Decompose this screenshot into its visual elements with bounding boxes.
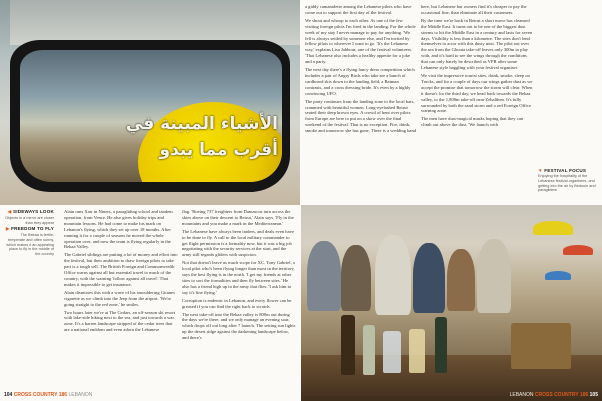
pilot-figure [413,243,445,313]
right-page-column-2 [421,4,533,198]
caption-text: Objects in a mirror are closer than they appear [5,216,54,225]
page-number: 104 [4,392,13,398]
caption-title: FESTIVAL FOCUS [544,168,587,173]
mirror-warning-text-line2: أقرب مما يبدو [159,140,278,160]
paragraph: Alain dismisses this with a wave of his smouldering Gitanes cigarette as we climb into the Jeep from the airport. 'We're going straight to the red zone,' he smiles. [64,289,175,307]
bottle [435,317,447,373]
paragraph: The Lebanese have always been traders, and deals even have to be done to fly. A call to the local military commander to get flight permission is a formality now, but it was a big job negotiating with the security services at the start, and the army still regards gliders with suspicion. [182,228,294,258]
mirror-photo [0,0,300,205]
left-page-column-2 [182,209,296,392]
paragraph: The next take-off into the Bekaa valley is 800m out during the days we're there, and we only manage an evening soar, which drops off out long after 7 launch. The setting sun lights up the desert ridge against the darkening landscape below, and there's [182,311,296,341]
caption-title: SIDEWAYS LOOK [13,209,54,214]
mirror-warning-text-line1: الأشياء المبينة في [125,114,278,134]
photo-sky [10,0,300,45]
festival-photo [301,205,602,401]
caption-text: Enjoying the hospitality of the Lebanese festival organisers, and getting into the air by Bedouin and paragliders [538,174,596,193]
paragraph: The men have dust-magical masks hoping that they can climb out above the dust. 'We launch with [421,116,524,128]
right-page-column-1 [305,4,417,198]
paragraph: flag. 'Boeing 737 freighters from Damascus turn across the skies above on their descent to Beirut,' Alain says. 'Fly in the mountains and you make a mark in the Mediterranean.' [182,209,294,226]
right-page-footer [498,392,598,398]
paragraph: The Gabriel siblings are putting a lot of money and effort into the festival, but their ambition to draw foreign pilots to take part is a tough sell. The British Foreign and Commonwealth Office warns against all but essential travel to much of the country, with the warning 'follow against all travel'. That makes it impossible to get insurance. [64,252,178,287]
paragraph: here, but Lebanese bar owners find it's cheaper to pay the occasional fine, than eliminate all their customers. [421,4,527,15]
paragraph: Two hours later we're at The Cedars, an off-season ski resort with lake-side hiking next to the sea, and just towards a war zone. It's a barren landscape stripped of the cedar trees that are a national emblem and even adorn the Lebanese [64,309,176,333]
magazine-title: CROSS COUNTRY 186 [13,392,68,398]
pilot-figure [375,235,411,315]
caption-arrow-icon: ▼ [538,168,545,173]
page-number: 105 [589,392,598,398]
paragraph: The next day there's a flying fancy dress competition which includes a pair of Angry Birds who take are a bunch of cardboard skis down to the landing field, a Batman contrasts, and a cross dressing bride. It's even by a highly convincing UFO. [305,67,415,96]
magazine-title: CROSS COUNTRY 186 [534,392,589,398]
paraglider [563,245,593,255]
paraglider [533,221,573,235]
caption-freedom-to-fly [4,226,54,257]
section-name: LEBANON [68,392,93,398]
caption-arrow-icon: ◀ [7,209,14,214]
left-page-column-1 [64,209,178,392]
paragraph: We visit the impressive tourist sites, drink, smoke, sleep on Trucks, and for a couple of days our wings gather dust as we accept the promise that tomorrow the storm will clear. When it doesn't for the third day, we head back towards the Bekaa valley, to the 1,800m take-off near Zehalthen. It's fully surrounded by both the sand storm and a red Foreign Office warning zone. [421,72,533,114]
paragraph: We shout and whoop to each other. As one of the few visiting foreign pilots I'm fired in the landing. For the whole week of my stay I never manage to pay for anything. 'We fell is always settled by someone else, and I'm invited by fellow pilots to wherever I want to go. 'It's the Lebanese way,' explains Lisa Jabbour, one of the festival volunteers. 'That Lebanese also includes a healthy appetite for a joke and a party. [305,17,416,65]
paragraph: Corruption is endemic in Lebanon, and every flower can be greased if you can find the right back to scratch. [182,297,292,309]
bottle [341,315,355,375]
caption-arrow-icon: ▶ [5,226,12,231]
glass [383,331,401,373]
food-platter [511,323,571,369]
pilot-figure [477,239,511,313]
paragraph: By the time we're back in Beirut a short move has cleansed the Middle East. It turns out to be one of the biggest dust storms to hit the Middle East in a century and lasts for seven days. Visibility is less than a kilometre. The sites don't lend themselves to actor with this dusty mist. The pilot out over the sea from the Ghouta take-off leaves only 300m to play with, and it's hard to see the wings through the conditions that can only barely be described as VFR after some Lebanese style haggling with your festival organiser. [421,17,533,71]
bottle [363,325,375,375]
pilot-figure [447,249,475,311]
paragraph: Not that doesn't leave us much scope for XC. Tony Gabriel, a local pilot who's been flying longer than most in the territory, says the best flying is in the north. 'I get my friends at other sites to sort the formalities and then fly between sites.' He also has a friend high up in the army that flies. 'I ask him to say it's fine flying.' [182,260,295,295]
caption-text: The Bekaa is fertile, temperate and often sunny, which makes it an appealing place to fly in the middle of the country [6,233,54,257]
pilot-figure [341,245,371,311]
glass [409,329,425,373]
section-name: LEBANON [509,392,534,398]
paragraph: Alain runs Xair in Niners, a paragliding school and tandem operation, from Vence. He also gives holiday trips and mountain lessons. He had come to make his mark on Lebanon's flying, which they set up over 18 months. After running it for a couple of seasons he moved the whole operation over, and now the team is flying regularly in the Bekaa Valley. [64,209,173,250]
pilot-figure [307,241,341,311]
caption-title: FREEDOM TO FLY [11,226,54,231]
paragraph: a giddy camaraderie among the Lebanese pilots who have come out to support the first day of the festival. [305,4,412,15]
caption-sideways-look [4,209,54,226]
paraglider [545,271,571,280]
left-page-footer [4,392,294,398]
caption-festival-focus [538,168,598,193]
paragraph: The party continues from the landing zone to the local bars, crammed with beautiful women. Long-eyelashed Beirut seated their deep brown eyes. A crowd of bent over pilots from Europe are here to put on a show over the final weekend of the festival. That is no exception. Fire, drink, smoke and tomorrow she has gone. There is a wedding band [305,98,417,134]
